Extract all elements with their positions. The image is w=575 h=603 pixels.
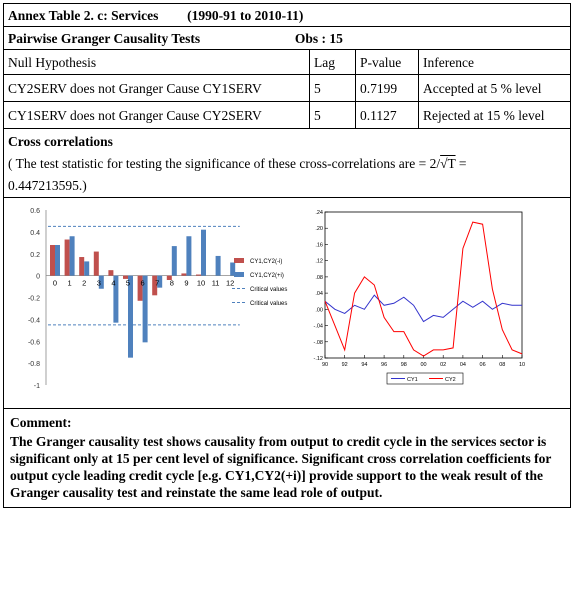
y-tick-label: .00	[315, 307, 323, 314]
cell-hypothesis: CY1SERV does not Granger Cause CY2SERV	[4, 102, 310, 129]
legend-label: Critical values	[250, 287, 288, 293]
bar-plus-i	[70, 236, 75, 275]
x-tick-label: 3	[96, 278, 101, 288]
legend-label: Critical values	[250, 301, 288, 307]
table-title	[4, 4, 571, 27]
table-title-period: (1990-91 to 2010-11)	[187, 7, 304, 23]
bar-minus-i	[181, 273, 186, 275]
x-tick-label: 7	[155, 278, 160, 288]
cross-statistic-line	[8, 153, 566, 175]
y-tick-label: .24	[315, 210, 323, 216]
y-tick-label: .12	[315, 258, 323, 265]
x-tick-label: 06	[479, 362, 486, 368]
y-tick-label: -0.6	[27, 339, 40, 347]
y-tick-label: 0.6	[30, 208, 40, 215]
table-row	[4, 102, 571, 129]
cell-p-value: 0.1127	[356, 102, 419, 129]
legend-label: CY1,CY2(-i)	[250, 259, 283, 265]
x-tick-label: 2	[82, 278, 87, 288]
bar-plus-i	[201, 230, 206, 276]
charts-svg	[4, 200, 570, 406]
bar-plus-i	[186, 236, 191, 275]
legend-label: CY1	[407, 377, 418, 383]
x-tick-label: 04	[459, 362, 466, 368]
cross-text-before: ( The test statistic for testing the significance of these cross-correlations are = 2/	[8, 156, 441, 171]
test-title-row	[4, 27, 571, 50]
charts-cell	[4, 198, 571, 409]
x-tick-label: 5	[125, 278, 131, 288]
series-line-cy1	[325, 295, 522, 321]
annex-page	[3, 3, 571, 508]
y-tick-label: .20	[315, 226, 323, 233]
legend-label: CY2	[445, 377, 456, 383]
cross-correlation-bar-chart	[28, 208, 287, 390]
x-tick-label: 11	[211, 278, 220, 288]
legend-label: CY1,CY2(+i)	[250, 273, 284, 279]
header-inference: Inference	[419, 50, 571, 75]
table-row	[4, 75, 571, 102]
y-tick-label: -1	[33, 383, 40, 390]
legend-swatch	[234, 272, 244, 277]
y-tick-label: 0.2	[30, 251, 40, 259]
header-p-value: P-value	[356, 50, 419, 75]
x-tick-label: 98	[400, 362, 407, 368]
comment-section	[4, 409, 571, 508]
cell-lag: 5	[310, 75, 356, 102]
cell-p-value: 0.7199	[356, 75, 419, 102]
bar-plus-i	[55, 245, 60, 276]
x-tick-label: 02	[440, 362, 447, 368]
bar-minus-i	[65, 240, 70, 276]
y-tick-label: -.12	[313, 356, 323, 362]
y-tick-label: -.04	[313, 323, 323, 330]
cross-text-after: =	[455, 156, 467, 171]
y-tick-label: -0.2	[27, 295, 40, 303]
cell-lag: 5	[310, 102, 356, 129]
test-obs: Obs : 15	[294, 30, 343, 46]
cross-sqrt-t: √T	[440, 156, 456, 171]
cross-value: 0.447213595.)	[8, 178, 87, 193]
cross-heading: Cross correlations	[8, 134, 113, 149]
cross-correlations-section	[4, 129, 571, 198]
bar-minus-i	[94, 252, 99, 276]
y-tick-label: 0.4	[30, 229, 40, 237]
x-tick-label: 92	[341, 362, 348, 368]
x-tick-label: 94	[361, 362, 368, 368]
cell-inference: Rejected at 15 % level	[419, 102, 571, 129]
x-tick-label: 0	[52, 278, 58, 288]
annex-table	[3, 3, 571, 508]
bar-plus-i	[172, 246, 177, 276]
x-tick-label: 1	[67, 278, 72, 288]
cell-inference: Accepted at 5 % level	[419, 75, 571, 102]
test-name: Pairwise Granger Causality Tests	[8, 30, 201, 46]
x-tick-label: 4	[111, 278, 116, 288]
x-tick-label: 96	[381, 362, 388, 368]
x-tick-label: 9	[184, 278, 189, 288]
legend-swatch	[234, 258, 244, 263]
y-tick-label: .04	[315, 291, 323, 298]
y-tick-label: .16	[315, 242, 323, 249]
x-tick-label: 12	[226, 278, 235, 288]
cycle-line-chart	[314, 210, 526, 384]
x-tick-label: 10	[196, 278, 206, 288]
bar-plus-i	[84, 261, 89, 275]
bar-minus-i	[79, 257, 84, 276]
x-tick-label: 00	[420, 362, 427, 368]
x-tick-label: 6	[140, 278, 145, 288]
table-title-label: Annex Table 2. c: Services	[8, 7, 159, 23]
bar-minus-i	[108, 270, 113, 275]
x-tick-label: 90	[321, 362, 329, 368]
header-lag: Lag	[310, 50, 356, 75]
cell-hypothesis: CY2SERV does not Granger Cause CY1SERV	[4, 75, 310, 102]
comment-body: The Granger causality test shows causality from output to credit cycle in the services sector is significant only at 15 per cent level of significance. Significant cross correlation coefficients for output cycle leading credit cycle [e.g. CY1,CY2(+i)] provide support to the weak result of the Granger causality test and reinstate the same lead role of output.	[10, 434, 552, 500]
y-tick-label: 0	[36, 273, 40, 281]
bar-minus-i	[196, 275, 201, 276]
header-null-hypothesis: Null Hypothesis	[4, 50, 310, 75]
y-tick-label: .08	[315, 274, 323, 281]
y-tick-label: -0.4	[27, 317, 40, 325]
bar-plus-i	[125, 276, 133, 358]
y-tick-label: -0.8	[27, 361, 40, 369]
table-header-row	[4, 50, 571, 75]
bar-minus-i	[50, 245, 55, 276]
plot-frame	[325, 212, 522, 358]
bar-plus-i	[216, 256, 221, 276]
x-tick-label: 8	[169, 278, 174, 288]
y-tick-label: -.08	[313, 339, 323, 346]
x-tick-label: 10	[518, 362, 526, 368]
comment-heading: Comment:	[10, 415, 72, 430]
series-line-cy2	[325, 222, 522, 356]
x-tick-label: 08	[499, 362, 506, 368]
